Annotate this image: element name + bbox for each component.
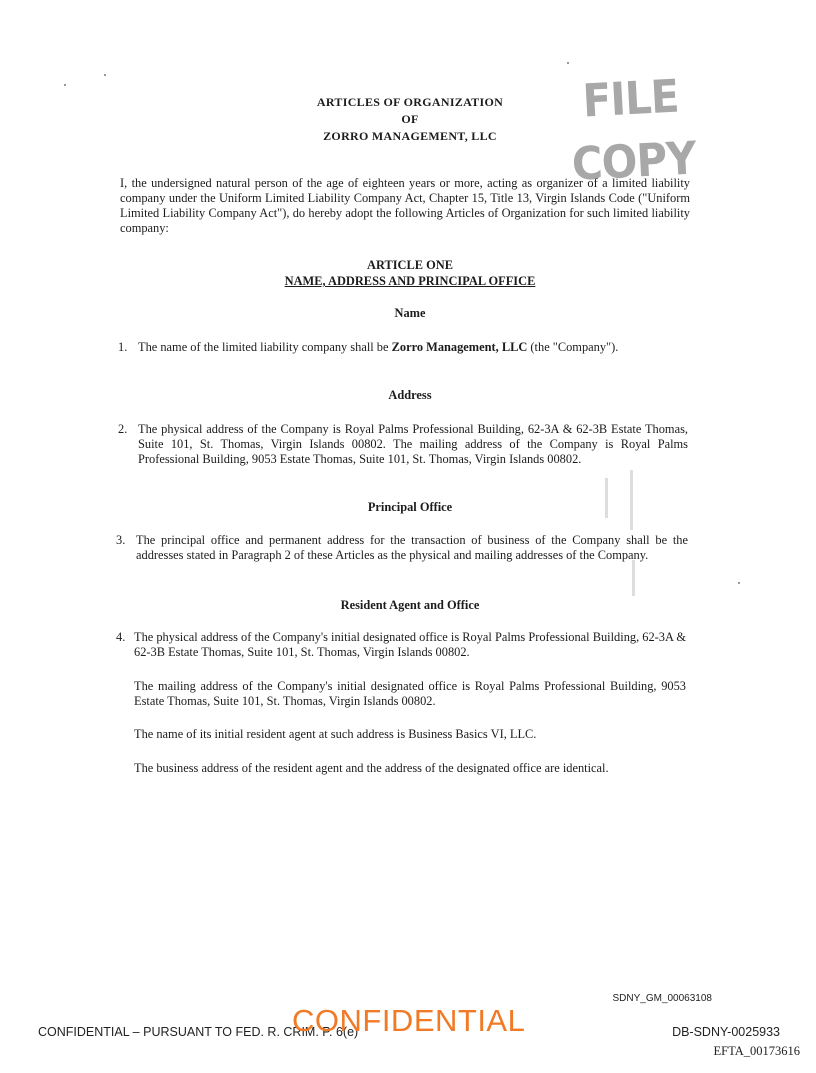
item-number: 4. — [116, 630, 126, 644]
article-one-subheading: NAME, ADDRESS AND PRINCIPAL OFFICE — [284, 274, 536, 288]
article-one-heading: ARTICLE ONE — [367, 258, 453, 272]
file-copy-stamp: FILE COPY — [570, 69, 697, 191]
document-title-line3: ZORRO MANAGEMENT, LLC — [323, 129, 497, 143]
scan-speck — [64, 84, 66, 86]
confidential-notice: CONFIDENTIAL – PURSUANT TO FED. R. CRIM. P. 6(e) — [38, 1025, 359, 1039]
item-number: 1. — [118, 340, 128, 354]
scan-speck — [104, 74, 106, 76]
name-text-after: (the "Company"). — [527, 340, 619, 354]
item-number: 2. — [118, 422, 128, 436]
scan-speck — [738, 582, 740, 584]
name-text-before: The name of the limited liability company shall be — [138, 340, 392, 354]
name-paragraph — [138, 340, 688, 355]
scan-artifact — [632, 560, 635, 596]
scan-speck — [567, 62, 569, 64]
address-heading: Address — [388, 388, 432, 402]
resident-agent-paragraph-4: The business address of the resident agent and the address of the designated office are identical. — [134, 761, 609, 775]
item-number: 3. — [116, 533, 126, 547]
resident-agent-heading: Resident Agent and Office — [340, 598, 480, 612]
document-title-line1: ARTICLES OF ORGANIZATION — [316, 95, 504, 109]
name-heading: Name — [394, 306, 426, 320]
resident-agent-paragraph-3: The name of its initial resident agent at such address is Business Basics VI, LLC. — [134, 727, 537, 741]
bates-number-top: SDNY_GM_00063108 — [612, 993, 712, 1004]
efta-number: EFTA_00173616 — [713, 1044, 800, 1058]
principal-office-heading: Principal Office — [367, 500, 453, 514]
resident-agent-paragraph-1: The physical address of the Company's initial designated office is Royal Palms Professional Building, 62-3A & 62-3B Estate Thomas, Suite 101, St. Thomas, Virgin Islands 00802. — [134, 630, 686, 659]
address-paragraph: The physical address of the Company is Royal Palms Professional Building, 62-3A & 62-3B Estate Thomas, Suite 101, St. Thomas, Virgin Islands 00802. The mailing address of the Company is Royal Palms Professional Building, 9053 Estate Thomas, Suite 101, St. Thomas, Virgin Islands 00802. — [138, 422, 688, 466]
bates-number: DB-SDNY-0025933 — [672, 1025, 780, 1039]
scan-artifact — [630, 470, 633, 530]
confidential-watermark: CONFIDENTIAL — [292, 1003, 526, 1038]
document-title-line2: OF — [401, 112, 419, 126]
principal-office-paragraph: The principal office and permanent address for the transaction of business of the Company shall be the addresses stated in Paragraph 2 of these Articles as the physical and mailing addresses of the Company. — [136, 533, 688, 562]
resident-agent-paragraph-2: The mailing address of the Company's initial designated office is Royal Palms Professional Building, 9053 Estate Thomas, Suite 101, St. Thomas, Virgin Islands 00802. — [134, 679, 686, 708]
company-name: Zorro Management, LLC — [391, 340, 528, 354]
intro-paragraph: I, the undersigned natural person of the age of eighteen years or more, acting as organizer of a limited liability company under the Uniform Limited Liability Company Act, Chapter 15, Title 13, Virgin Islands Code ("Uniform Limited Liability Company Act"), do hereby adopt the following Articles of Organization for such limited liability company: — [120, 176, 690, 235]
